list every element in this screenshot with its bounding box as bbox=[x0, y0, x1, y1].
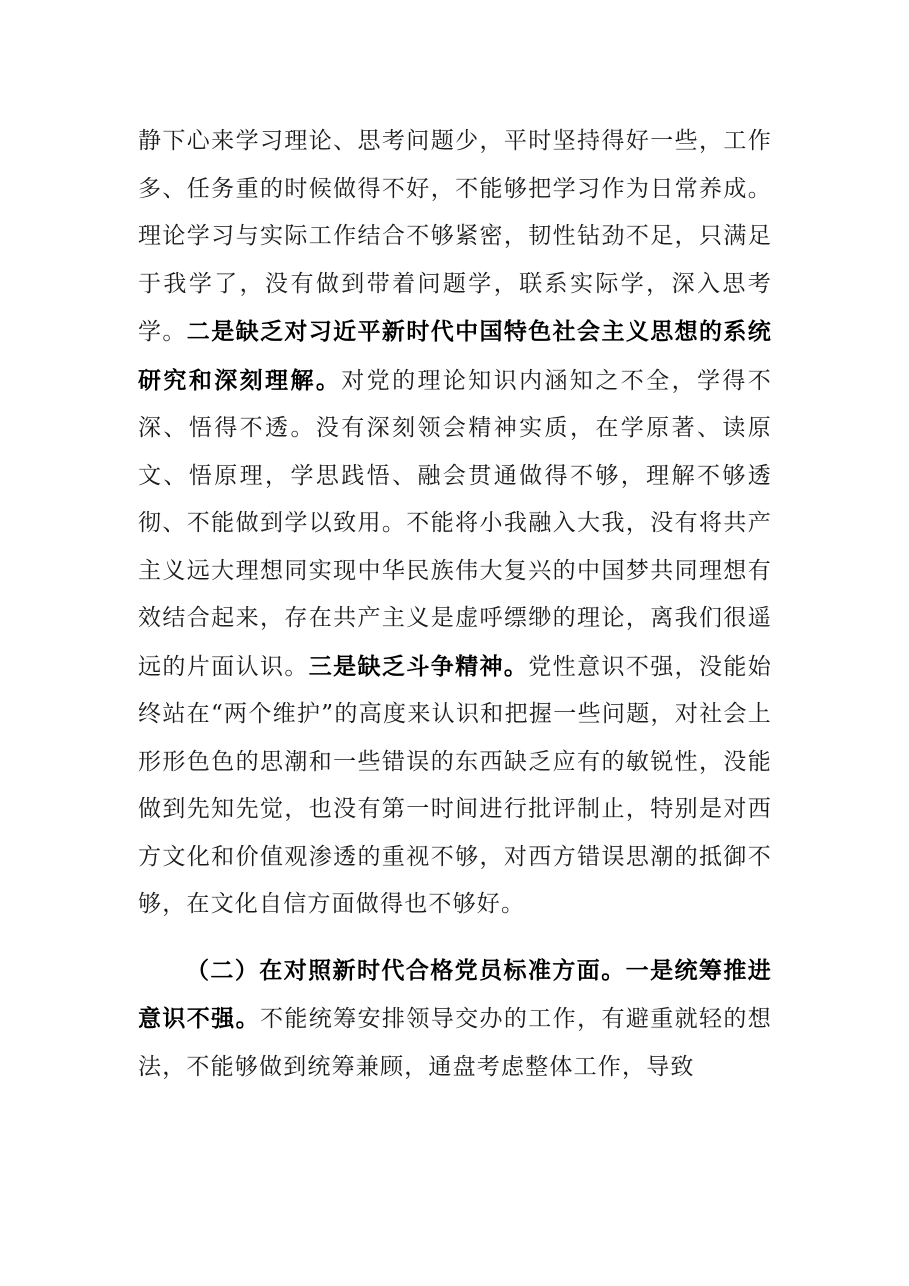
paragraph-2 bbox=[138, 947, 772, 1092]
paragraph-1-heading-3: 三是缺乏斗争精神。 bbox=[308, 652, 529, 680]
paragraph-1-text-3: 党性意识不强，没能始终站在“两个维护”的高度来认识和把握一些问题，对社会上形形色色的思潮和一些错误的东西缺乏应有的敏锐性，没能做到先知先觉，也没有第一时间进行批评制止，特别是对西方文化和价值观渗透的重视不够，对西方错误思潮的抵御不够，在文化自信方面做得也不够好。 bbox=[138, 653, 773, 917]
document-page bbox=[138, 118, 772, 1091]
paragraph-1 bbox=[138, 118, 772, 929]
paragraph-1-text-2: 对党的理论知识内涵知之不全，学得不深、悟得不透。没有深刻领会精神实质，在学原著、读原文、悟原理，学思践悟、融会贯通做得不够，理解不够透彻、不能做到学以致用。不能将小我融入大我，没有将共产主义远大理想同实现中华民族伟大复兴的中国梦共同理想有效结合起来，存在共产主义是虚呼缥缈的理论，离我们很遥远的片面认识。 bbox=[138, 367, 772, 680]
paragraph-1-heading-2: 二是缺乏对习近平新时代中国特色社会主义思想的系统研究和深刻理解。 bbox=[138, 318, 772, 394]
paragraph-1-text-1: 静下心来学习理论、思考问题少，平时坚持得好一些，工作多、任务重的时候做得不好，不能够把学习作为日常养成。理论学习与实际工作结合不够紧密，韧性钻劲不足，只满足于我学了，没有做到带着问题学，联系实际学，深入思考学。 bbox=[138, 128, 772, 345]
paragraph-2-text: 不能统筹安排领导交办的工作，有避重就轻的想法，不能够做到统筹兼顾，通盘考虑整体工作，导致 bbox=[138, 1006, 773, 1080]
paragraph-2-heading: （二）在对照新时代合格党员标准方面。一是统筹推进意识不强。 bbox=[138, 956, 772, 1032]
